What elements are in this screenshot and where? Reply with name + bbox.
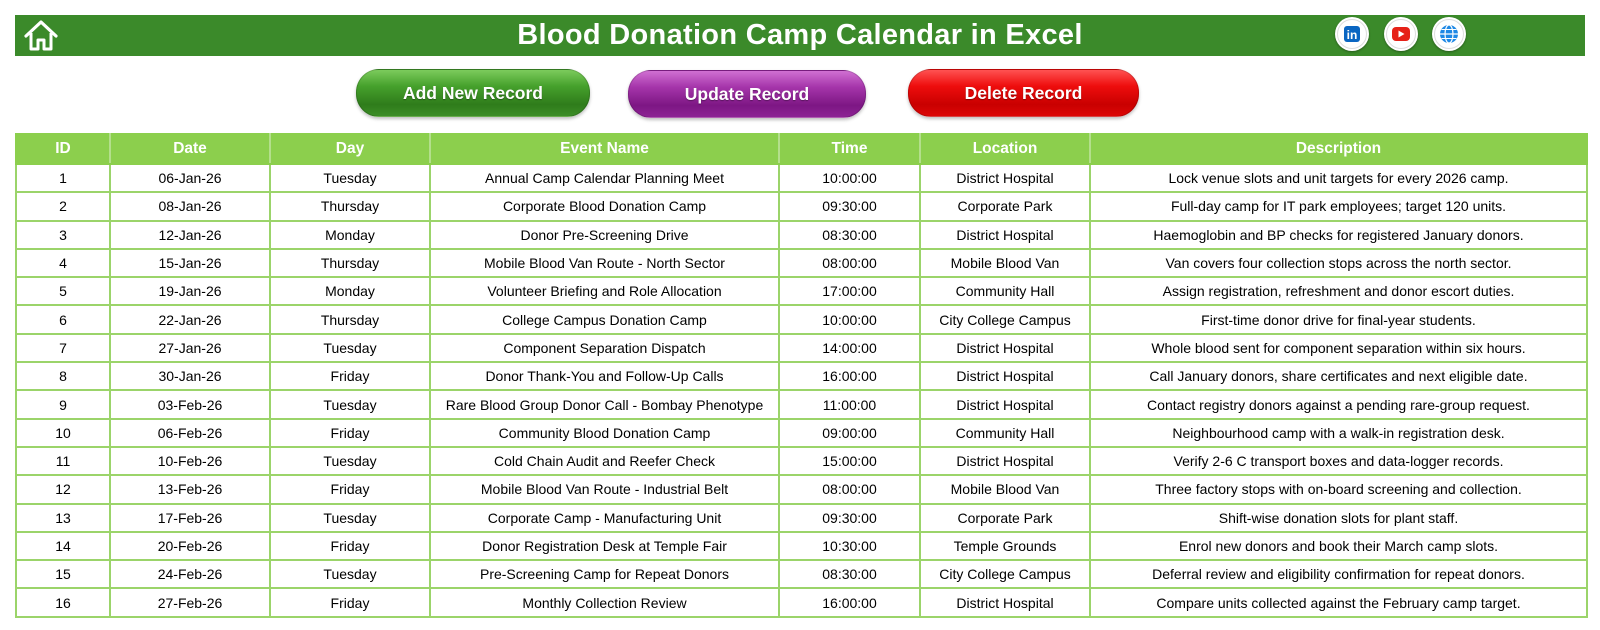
cell-id[interactable]: 14: [16, 532, 110, 560]
cell-day[interactable]: Tuesday: [270, 447, 430, 475]
add-new-record-button[interactable]: Add New Record: [356, 69, 590, 117]
linkedin-icon-label: in: [1346, 28, 1358, 42]
delete-record-button[interactable]: Delete Record: [908, 69, 1139, 117]
table-row[interactable]: [16, 277, 1587, 305]
table-row[interactable]: [16, 588, 1587, 616]
cell-time[interactable]: 16:00:00: [779, 362, 920, 390]
table-row[interactable]: [16, 164, 1587, 192]
cell-event-name[interactable]: Corporate Camp - Manufacturing Unit: [430, 504, 779, 532]
cell-day[interactable]: Tuesday: [270, 504, 430, 532]
cell-date[interactable]: 22-Jan-26: [110, 305, 270, 333]
column-header-event-name[interactable]: Event Name: [430, 134, 779, 164]
cell-event-name[interactable]: Volunteer Briefing and Role Allocation: [430, 277, 779, 305]
cell-day[interactable]: Friday: [270, 532, 430, 560]
cell-description[interactable]: Whole blood sent for component separation within six hours.: [1090, 334, 1587, 362]
cell-location[interactable]: District Hospital: [920, 334, 1090, 362]
cell-location[interactable]: Mobile Blood Van: [920, 249, 1090, 277]
cell-description[interactable]: Contact registry donors against a pending rare-group request.: [1090, 390, 1587, 418]
table-row[interactable]: [16, 192, 1587, 220]
cell-description[interactable]: Lock venue slots and unit targets for every 2026 camp.: [1090, 164, 1587, 192]
records-table: [15, 133, 1588, 618]
cell-description[interactable]: Call January donors, share certificates and next eligible date.: [1090, 362, 1587, 390]
cell-location[interactable]: District Hospital: [920, 221, 1090, 249]
cell-date[interactable]: 08-Jan-26: [110, 192, 270, 220]
table-row[interactable]: [16, 390, 1587, 418]
cell-description[interactable]: First-time donor drive for final-year students.: [1090, 305, 1587, 333]
cell-id[interactable]: 7: [16, 334, 110, 362]
cell-id[interactable]: 15: [16, 560, 110, 588]
column-header-id[interactable]: ID: [16, 134, 110, 164]
linkedin-icon[interactable]: [1335, 17, 1369, 51]
cell-date[interactable]: 27-Feb-26: [110, 588, 270, 616]
cell-event-name[interactable]: Donor Pre-Screening Drive: [430, 221, 779, 249]
cell-event-name[interactable]: Mobile Blood Van Route - North Sector: [430, 249, 779, 277]
column-header-time[interactable]: Time: [779, 134, 920, 164]
cell-day[interactable]: Tuesday: [270, 390, 430, 418]
cell-time[interactable]: 10:30:00: [779, 532, 920, 560]
cell-location[interactable]: City College Campus: [920, 560, 1090, 588]
cell-location[interactable]: Corporate Park: [920, 504, 1090, 532]
table-body: [16, 164, 1587, 617]
cell-date[interactable]: 13-Feb-26: [110, 475, 270, 503]
table-row[interactable]: [16, 249, 1587, 277]
cell-id[interactable]: 6: [16, 305, 110, 333]
table-header-row: [16, 134, 1587, 164]
cell-description[interactable]: Van covers four collection stops across the north sector.: [1090, 249, 1587, 277]
cell-day[interactable]: Friday: [270, 362, 430, 390]
cell-event-name[interactable]: Community Blood Donation Camp: [430, 419, 779, 447]
cell-time[interactable]: 08:30:00: [779, 221, 920, 249]
cell-description[interactable]: Three factory stops with on-board screening and collection.: [1090, 475, 1587, 503]
cell-time[interactable]: 14:00:00: [779, 334, 920, 362]
cell-description[interactable]: Assign registration, refreshment and donor escort duties.: [1090, 277, 1587, 305]
cell-time[interactable]: 16:00:00: [779, 588, 920, 616]
cell-event-name[interactable]: Rare Blood Group Donor Call - Bombay Phenotype: [430, 390, 779, 418]
table-row[interactable]: [16, 560, 1587, 588]
cell-day[interactable]: Friday: [270, 419, 430, 447]
cell-date[interactable]: 20-Feb-26: [110, 532, 270, 560]
cell-day[interactable]: Monday: [270, 221, 430, 249]
cell-date[interactable]: 12-Jan-26: [110, 221, 270, 249]
cell-event-name[interactable]: Pre-Screening Camp for Repeat Donors: [430, 560, 779, 588]
table-row[interactable]: [16, 334, 1587, 362]
cell-event-name[interactable]: Annual Camp Calendar Planning Meet: [430, 164, 779, 192]
cell-event-name[interactable]: Monthly Collection Review: [430, 588, 779, 616]
cell-location[interactable]: Mobile Blood Van: [920, 475, 1090, 503]
cell-description[interactable]: Deferral review and eligibility confirmation for repeat donors.: [1090, 560, 1587, 588]
cell-description[interactable]: Neighbourhood camp with a walk-in registration desk.: [1090, 419, 1587, 447]
table-row[interactable]: [16, 532, 1587, 560]
cell-event-name[interactable]: College Campus Donation Camp: [430, 305, 779, 333]
cell-date[interactable]: 19-Jan-26: [110, 277, 270, 305]
cell-description[interactable]: Verify 2-6 C transport boxes and data-logger records.: [1090, 447, 1587, 475]
cell-time[interactable]: 10:00:00: [779, 305, 920, 333]
cell-day[interactable]: Thursday: [270, 305, 430, 333]
cell-time[interactable]: 11:00:00: [779, 390, 920, 418]
cell-time[interactable]: 09:00:00: [779, 419, 920, 447]
cell-time[interactable]: 09:30:00: [779, 192, 920, 220]
column-header-description[interactable]: Description: [1090, 134, 1587, 164]
cell-time[interactable]: 15:00:00: [779, 447, 920, 475]
cell-description[interactable]: Shift-wise donation slots for plant staff.: [1090, 504, 1587, 532]
cell-id[interactable]: 4: [16, 249, 110, 277]
cell-time[interactable]: 08:30:00: [779, 560, 920, 588]
table-row[interactable]: [16, 362, 1587, 390]
cell-id[interactable]: 1: [16, 164, 110, 192]
cell-time[interactable]: 08:00:00: [779, 249, 920, 277]
cell-id[interactable]: 13: [16, 504, 110, 532]
cell-day[interactable]: Friday: [270, 475, 430, 503]
cell-day[interactable]: Thursday: [270, 249, 430, 277]
cell-day[interactable]: Thursday: [270, 192, 430, 220]
table-row[interactable]: [16, 221, 1587, 249]
cell-event-name[interactable]: Mobile Blood Van Route - Industrial Belt: [430, 475, 779, 503]
cell-date[interactable]: 17-Feb-26: [110, 504, 270, 532]
cell-location[interactable]: District Hospital: [920, 390, 1090, 418]
cell-location[interactable]: Corporate Park: [920, 192, 1090, 220]
cell-time[interactable]: 08:00:00: [779, 475, 920, 503]
cell-day[interactable]: Tuesday: [270, 164, 430, 192]
cell-event-name[interactable]: Donor Thank-You and Follow-Up Calls: [430, 362, 779, 390]
cell-time[interactable]: 09:30:00: [779, 504, 920, 532]
cell-description[interactable]: Compare units collected against the February camp target.: [1090, 588, 1587, 616]
cell-location[interactable]: District Hospital: [920, 164, 1090, 192]
table-row[interactable]: [16, 504, 1587, 532]
table-row[interactable]: [16, 305, 1587, 333]
globe-icon[interactable]: [1432, 17, 1466, 51]
cell-id[interactable]: 10: [16, 419, 110, 447]
cell-location[interactable]: District Hospital: [920, 588, 1090, 616]
cell-date[interactable]: 06-Feb-26: [110, 419, 270, 447]
home-icon[interactable]: [23, 19, 59, 52]
table-header: [16, 134, 1587, 164]
cell-date[interactable]: 27-Jan-26: [110, 334, 270, 362]
cell-event-name[interactable]: Component Separation Dispatch: [430, 334, 779, 362]
records-table-container: [15, 133, 1588, 618]
page-title: Blood Donation Camp Calendar in Excel: [517, 19, 1083, 51]
youtube-icon[interactable]: [1384, 17, 1418, 51]
cell-id[interactable]: 2: [16, 192, 110, 220]
cell-day[interactable]: Tuesday: [270, 334, 430, 362]
cell-location[interactable]: District Hospital: [920, 362, 1090, 390]
column-header-day[interactable]: Day: [270, 134, 430, 164]
cell-date[interactable]: 24-Feb-26: [110, 560, 270, 588]
cell-location[interactable]: Community Hall: [920, 419, 1090, 447]
cell-time[interactable]: 10:00:00: [779, 164, 920, 192]
cell-description[interactable]: Enrol new donors and book their March camp slots.: [1090, 532, 1587, 560]
cell-location[interactable]: City College Campus: [920, 305, 1090, 333]
cell-id[interactable]: 12: [16, 475, 110, 503]
cell-id[interactable]: 11: [16, 447, 110, 475]
cell-event-name[interactable]: Donor Registration Desk at Temple Fair: [430, 532, 779, 560]
column-header-date[interactable]: Date: [110, 134, 270, 164]
cell-date[interactable]: 03-Feb-26: [110, 390, 270, 418]
cell-event-name[interactable]: Corporate Blood Donation Camp: [430, 192, 779, 220]
cell-date[interactable]: 15-Jan-26: [110, 249, 270, 277]
cell-time[interactable]: 17:00:00: [779, 277, 920, 305]
cell-id[interactable]: 9: [16, 390, 110, 418]
table-row[interactable]: [16, 419, 1587, 447]
cell-id[interactable]: 8: [16, 362, 110, 390]
cell-id[interactable]: 16: [16, 588, 110, 616]
cell-date[interactable]: 30-Jan-26: [110, 362, 270, 390]
title-bar: [15, 15, 1585, 56]
cell-day[interactable]: Friday: [270, 588, 430, 616]
cell-date[interactable]: 06-Jan-26: [110, 164, 270, 192]
cell-event-name[interactable]: Cold Chain Audit and Reefer Check: [430, 447, 779, 475]
column-header-location[interactable]: Location: [920, 134, 1090, 164]
update-record-button[interactable]: Update Record: [628, 70, 866, 118]
table-row[interactable]: [16, 447, 1587, 475]
table-row[interactable]: [16, 475, 1587, 503]
cell-location[interactable]: Temple Grounds: [920, 532, 1090, 560]
cell-day[interactable]: Monday: [270, 277, 430, 305]
cell-id[interactable]: 5: [16, 277, 110, 305]
cell-description[interactable]: Haemoglobin and BP checks for registered January donors.: [1090, 221, 1587, 249]
cell-location[interactable]: Community Hall: [920, 277, 1090, 305]
cell-location[interactable]: District Hospital: [920, 447, 1090, 475]
cell-id[interactable]: 3: [16, 221, 110, 249]
cell-description[interactable]: Full-day camp for IT park employees; target 120 units.: [1090, 192, 1587, 220]
cell-day[interactable]: Tuesday: [270, 560, 430, 588]
cell-date[interactable]: 10-Feb-26: [110, 447, 270, 475]
